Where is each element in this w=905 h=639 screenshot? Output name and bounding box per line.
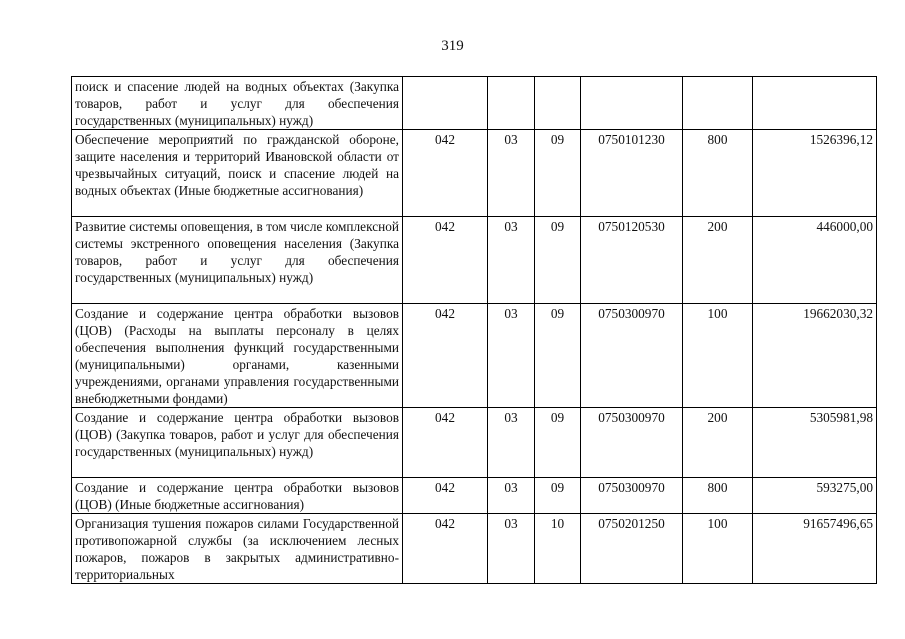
- amount-value: 91657496,65: [753, 514, 877, 584]
- table-row: [72, 130, 877, 217]
- expense-type-code: 200: [683, 408, 753, 478]
- amount-value: [753, 77, 877, 130]
- row-description: Развитие системы оповещения, в том числе комплексной системы экстренного оповещения населения (Закупка товаров, работ и услуг для обеспечения государственных (муниципальных) нужд): [72, 217, 403, 304]
- ministry-code: 042: [403, 408, 488, 478]
- section-code: 03: [488, 130, 535, 217]
- ministry-code: 042: [403, 304, 488, 408]
- amount-value: 19662030,32: [753, 304, 877, 408]
- target-article-code: 0750101230: [581, 130, 683, 217]
- subsection-code: 09: [535, 478, 581, 514]
- row-description: Создание и содержание центра обработки вызовов (ЦОВ) (Расходы на выплаты персоналу в целях обеспечения выполнения функций государственными (муниципальными) органами, казенными учреждениями, органами управления государственными внебюджетными фондами): [72, 304, 403, 408]
- section-code: [488, 77, 535, 130]
- target-article-code: 0750300970: [581, 304, 683, 408]
- table-row: [72, 304, 877, 408]
- page-number: 319: [441, 38, 464, 54]
- section-code: 03: [488, 408, 535, 478]
- ministry-code: 042: [403, 217, 488, 304]
- row-description: поиск и спасение людей на водных объектах (Закупка товаров, работ и услуг для обеспечения государственных (муниципальных) нужд): [72, 77, 403, 130]
- subsection-code: 09: [535, 304, 581, 408]
- amount-value: 446000,00: [753, 217, 877, 304]
- target-article-code: 0750201250: [581, 514, 683, 584]
- expense-type-code: 100: [683, 514, 753, 584]
- ministry-code: 042: [403, 478, 488, 514]
- ministry-code: 042: [403, 514, 488, 584]
- subsection-code: 09: [535, 408, 581, 478]
- budget-table: [71, 76, 877, 584]
- section-code: 03: [488, 304, 535, 408]
- amount-value: 5305981,98: [753, 408, 877, 478]
- expense-type-code: 800: [683, 130, 753, 217]
- section-code: 03: [488, 478, 535, 514]
- ministry-code: [403, 77, 488, 130]
- table-row: [72, 77, 877, 130]
- target-article-code: [581, 77, 683, 130]
- section-code: 03: [488, 514, 535, 584]
- subsection-code: 09: [535, 217, 581, 304]
- expense-type-code: 200: [683, 217, 753, 304]
- subsection-code: [535, 77, 581, 130]
- target-article-code: 0750120530: [581, 217, 683, 304]
- section-code: 03: [488, 217, 535, 304]
- target-article-code: 0750300970: [581, 408, 683, 478]
- table-row: [72, 478, 877, 514]
- amount-value: 1526396,12: [753, 130, 877, 217]
- table-row: [72, 408, 877, 478]
- expense-type-code: 100: [683, 304, 753, 408]
- target-article-code: 0750300970: [581, 478, 683, 514]
- row-description: Обеспечение мероприятий по гражданской обороне, защите населения и территорий Ивановской области от чрезвычайных ситуаций, поиск и спасение людей на водных объектах (Иные бюджетные ассигнования): [72, 130, 403, 217]
- row-description: Создание и содержание центра обработки вызовов (ЦОВ) (Закупка товаров, работ и услуг для обеспечения государственных (муниципальных) нужд): [72, 408, 403, 478]
- table-row: [72, 514, 877, 584]
- ministry-code: 042: [403, 130, 488, 217]
- expense-type-code: 800: [683, 478, 753, 514]
- row-description: Создание и содержание центра обработки вызовов (ЦОВ) (Иные бюджетные ассигнования): [72, 478, 403, 514]
- subsection-code: 10: [535, 514, 581, 584]
- budget-table-body: [72, 77, 877, 584]
- expense-type-code: [683, 77, 753, 130]
- subsection-code: 09: [535, 130, 581, 217]
- row-description: Организация тушения пожаров силами Государственной противопожарной службы (за исключением лесных пожаров, пожаров в закрытых административно-территориальных: [72, 514, 403, 584]
- amount-value: 593275,00: [753, 478, 877, 514]
- table-row: [72, 217, 877, 304]
